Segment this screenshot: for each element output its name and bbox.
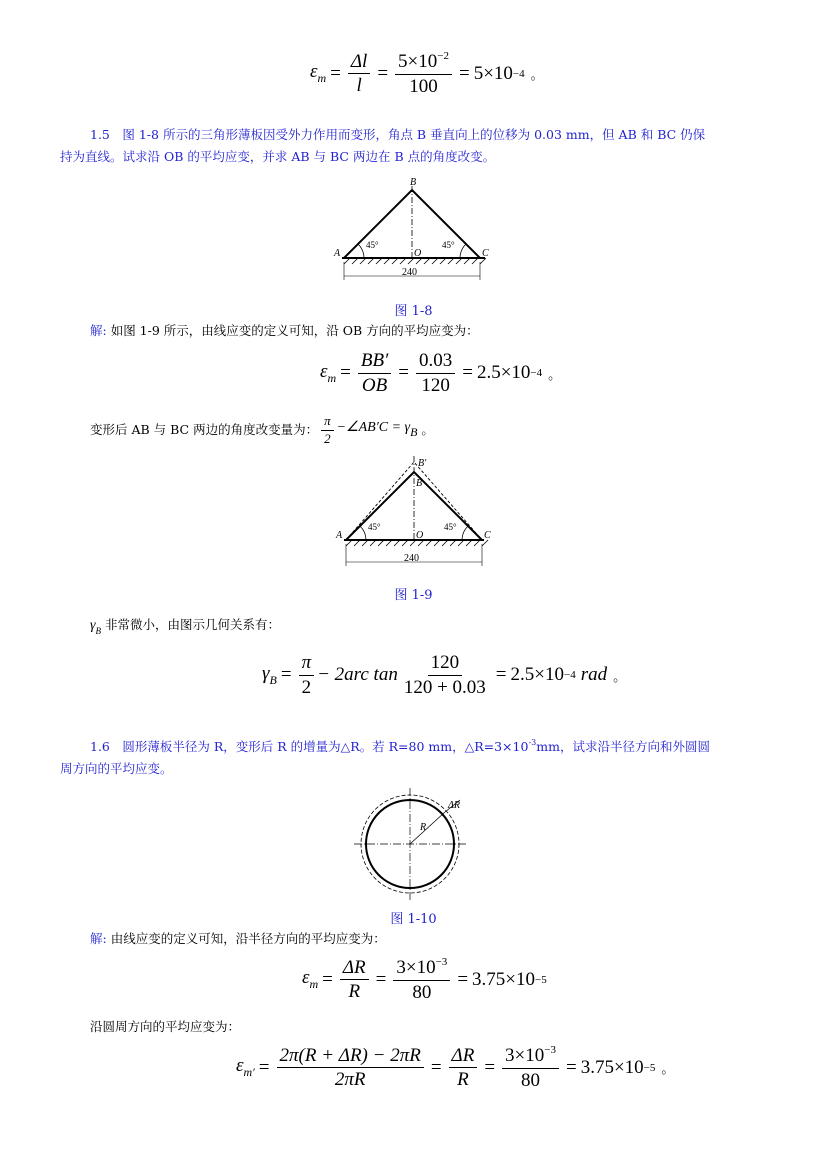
equation-strain-1: $\varepsilon_m$ = $\frac{\Delta l}{l}$ = $\frac{5\times 10^{-2}}{100}$ = 5×10 −4 。 [310, 50, 544, 97]
label-delta-R: ΔR [448, 800, 460, 811]
label-B: B [410, 177, 417, 188]
label-dim: 240 [404, 553, 419, 564]
label-O: O [416, 530, 424, 541]
label-angle-left: 45° [366, 240, 379, 250]
problem-1-6: 1.6 圆形薄板半径为 R，变形后 R 的增量为△R。若 R=80 mm，$\triangle R=3\times 10^{-3}mm$，试求沿半径方向和外圆圆 周方向的平均应变。 [60, 738, 710, 776]
figure-1-10 [352, 786, 468, 902]
problem-1-5 [60, 124, 780, 168]
label-C: C [482, 248, 489, 259]
label-B: B [416, 478, 423, 489]
equation-gamma-b: $\gamma_B$ = $\frac{\pi}{2}$ − 2arc tan $\frac{120}{120 + 0.03}$ = 2.5×10 −4 rad 。 [262, 652, 627, 698]
angle-change-text: 变形后 AB 与 BC 两边的角度改变量为： $\frac{\pi}{2}$ −∠AB′C = $\gamma_B$ 。 [90, 413, 434, 446]
label-angle-right: 45° [442, 240, 455, 250]
figure-1-9 [332, 452, 494, 570]
problem-1-5-line2: 持为直线。试求沿 OB 的平均应变，并求 AB 与 BC 两边在 B 点的角度改变。 [60, 149, 496, 164]
equation-radial-strain: $\varepsilon_m$ = $\frac{\Delta R}{R}$ = $\frac{3\times 10^{-3}}{80}$ = 3.75×10 −5 [302, 956, 547, 1003]
gamma-text: $\gamma_B$ 非常微小，由图示几何关系有： [90, 617, 281, 636]
label-A: A [336, 530, 343, 541]
label-O: O [414, 248, 422, 259]
solution-1-intro: 解: 如图 1-9 所示，由线应变的定义可知，沿 OB 方向的平均应变为： [90, 323, 479, 338]
figure-1-9-caption: 图 1-9 [394, 588, 433, 603]
label-angle-right: 45° [444, 522, 457, 532]
label-R: R [420, 822, 427, 833]
label-dim: 240 [402, 267, 417, 278]
label-angle-left: 45° [368, 522, 381, 532]
label-A: A [334, 248, 341, 259]
label-C: C [484, 530, 491, 541]
label-B-prime: B′ [418, 458, 427, 469]
figure-1-10-caption: 图 1-10 [390, 912, 437, 927]
equation-circumferential-strain: $\varepsilon_{m'}$ = $\frac{2\pi(R + \Delta R) - 2\pi R}{2\pi R}$ = $\frac{\Delta R}{R}$ = $\frac{3\times 10^{-3}}{80}$ = 3.75×10 −5 。 [236, 1044, 675, 1091]
circumferential-text: 沿圆周方向的平均应变为： [90, 1019, 241, 1034]
figure-1-8 [330, 176, 495, 284]
figure-1-8-caption: 图 1-8 [394, 304, 433, 319]
solution-2-intro: 解: 由线应变的定义可知，沿半径方向的平均应变为： [90, 931, 386, 946]
equation-strain-ob: $\varepsilon_m$ = $\frac{BB'}{OB}$ = $\frac{0.03}{120}$ = 2.5×10 −4 。 [320, 350, 562, 396]
problem-1-5-line1: 1.5 图 1-8 所示的三角形薄板因受外力作用而变形，角点 B 垂直向上的位移为 0.03 mm，但 AB 和 BC 仍保 [90, 127, 706, 142]
